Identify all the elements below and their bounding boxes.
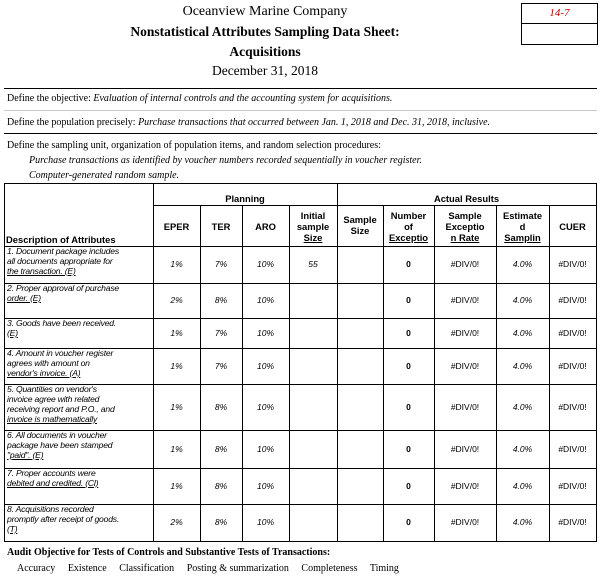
attribute-description (7, 318, 153, 347)
sample-exception-rate-header: Sample Exceptio n Rate (445, 210, 485, 243)
audit-objectives-list (17, 563, 399, 574)
attribute-description-line: "paid". (E) (7, 450, 44, 460)
attribute-description (7, 246, 153, 282)
cell-rate: #DIV/0! (450, 517, 480, 527)
objective-completeness: Completeness (301, 563, 358, 574)
cell-cuer: #DIV/0! (558, 402, 587, 412)
attribute-description-line: (E) (7, 328, 18, 338)
number-exceptions-header: Number of Exceptio (388, 210, 429, 243)
objective-timing: Timing (369, 563, 399, 574)
sheet-date: December 31, 2018 (211, 63, 319, 78)
attribute-description-line: 8. Acquisitions recorded (7, 504, 94, 514)
cell-aro: 10% (256, 481, 274, 491)
cell-ter: 7% (214, 259, 228, 269)
attribute-description-line: 1. Document package includes (7, 246, 119, 256)
cell-cuer: #DIV/0! (558, 259, 587, 269)
planning-header: Planning (225, 193, 265, 204)
objective-posting: Posting & summarization (186, 563, 289, 574)
cell-ter: 8% (214, 517, 228, 527)
attribute-description-line: 3. Goods have been received. (7, 318, 117, 328)
cell-rate: #DIV/0! (450, 444, 480, 454)
attribute-description-line: invoice is mathematically (7, 414, 98, 424)
objective-value: Evaluation of internal controls and the accounting system for acquisitions. (93, 93, 393, 104)
cell-exceptions: 0 (406, 481, 411, 491)
attribute-description-line: 4. Amount in voucher register (7, 348, 114, 358)
audit-objective-title: Audit Objective for Tests of Controls and Substantive Tests of Transactions: (7, 547, 331, 558)
sampling-line-1: Purchase transactions as identified by voucher numbers recorded sequentially in voucher register. (29, 155, 422, 166)
estimated-sampling-header: Estimate d Samplin (502, 210, 543, 243)
cell-eper: 2% (170, 295, 183, 305)
cell-rate: #DIV/0! (450, 481, 480, 491)
objective-existence: Existence (67, 563, 107, 574)
cell-rate: #DIV/0! (450, 328, 480, 338)
population-label: Define the population precisely: (7, 117, 136, 128)
attribute-description-line: order. (E) (7, 293, 41, 303)
attribute-description-line: 7. Proper accounts were (7, 468, 96, 478)
sampling-label: Define the sampling unit, organization of population items, and random selection procedures: (7, 140, 381, 151)
cell-exceptions: 0 (406, 517, 411, 527)
cell-exceptions: 0 (406, 328, 411, 338)
attribute-description-line: 6. All documents in voucher (7, 430, 107, 440)
attribute-description-line: the transaction. (E) (7, 266, 76, 276)
attribute-description-line: vendor's invoice. (A) (7, 368, 81, 378)
attribute-description-line: promptly after receipt of goods. (7, 514, 120, 524)
cell-eper: 1% (170, 402, 183, 412)
cell-eper: 2% (170, 517, 183, 527)
population-line (7, 117, 490, 128)
cell-cuer: #DIV/0! (558, 444, 587, 454)
cell-estimate: 4.0% (512, 517, 533, 527)
cell-aro: 10% (256, 295, 274, 305)
attribute-description (7, 348, 153, 383)
cell-aro: 10% (256, 444, 274, 454)
sheet-title: Nonstatistical Attributes Sampling Data Sheet: (130, 24, 400, 39)
cell-rate: #DIV/0! (450, 295, 480, 305)
objective-classification: Classification (119, 563, 175, 574)
cell-estimate: 4.0% (512, 402, 533, 412)
reference-box (521, 3, 598, 45)
objective-accuracy: Accuracy (17, 563, 56, 574)
cell-eper: 1% (170, 328, 183, 338)
cell-cuer: #DIV/0! (558, 361, 587, 371)
initial-sample-size-header: Initial sample Size (296, 210, 330, 243)
cell-ter: 7% (214, 361, 228, 371)
cuer-header: CUER (559, 221, 586, 232)
attribute-description-line: 5. Quantities on vendor's (7, 384, 97, 394)
attribute-description (7, 504, 153, 540)
cell-cuer: #DIV/0! (558, 517, 587, 527)
cell-ter: 8% (214, 444, 228, 454)
cell-estimate: 4.0% (512, 481, 533, 491)
cell-exceptions: 0 (406, 444, 411, 454)
attribute-description (7, 384, 153, 429)
cell-aro: 10% (256, 361, 274, 371)
attribute-description-line: agrees with amount on (7, 358, 90, 368)
attribute-description-line: package have been stamped (7, 440, 113, 450)
cell-initial: 55 (308, 259, 318, 269)
attribute-description-line: invoice agree with related (7, 394, 100, 404)
attribute-description-line: debited and credited. (Cl) (7, 478, 99, 488)
ter-header: TER (211, 221, 231, 232)
company-name: Oceanview Marine Company (182, 4, 348, 19)
cell-rate: #DIV/0! (450, 361, 480, 371)
attribute-description (7, 430, 153, 467)
actual-results-header: Actual Results (433, 193, 500, 204)
cell-rate: #DIV/0! (450, 259, 480, 269)
sample-size-header: Sample Size (343, 214, 377, 236)
aro-header: ARO (255, 221, 276, 232)
cell-eper: 1% (170, 259, 183, 269)
cell-eper: 1% (170, 444, 183, 454)
cell-aro: 10% (256, 259, 274, 269)
reference-number: 14-7 (522, 4, 597, 24)
sheet-subtitle: Acquisitions (229, 44, 301, 59)
attribute-description (7, 468, 153, 503)
cell-eper: 1% (170, 361, 183, 371)
cell-estimate: 4.0% (512, 444, 533, 454)
attribute-description-line: (T) (7, 524, 18, 534)
cell-exceptions: 0 (406, 361, 411, 371)
cell-eper: 1% (170, 481, 183, 491)
attribute-description-line: all documents appropriate for (7, 256, 113, 266)
cell-estimate: 4.0% (512, 259, 533, 269)
cell-estimate: 4.0% (512, 295, 533, 305)
objective-label: Define the objective: (7, 93, 91, 104)
cell-cuer: #DIV/0! (558, 328, 587, 338)
cell-aro: 10% (256, 328, 274, 338)
cell-cuer: #DIV/0! (558, 481, 587, 491)
cell-aro: 10% (256, 402, 274, 412)
cell-ter: 8% (214, 481, 228, 491)
cell-ter: 7% (214, 328, 228, 338)
cell-exceptions: 0 (406, 295, 411, 305)
description-header: Description of Attributes (6, 234, 116, 245)
eper-header: EPER (163, 221, 190, 232)
attribute-description (7, 283, 153, 317)
cell-estimate: 4.0% (512, 328, 533, 338)
cell-rate: #DIV/0! (450, 402, 480, 412)
cell-cuer: #DIV/0! (558, 295, 587, 305)
population-value: Purchase transactions that occurred between Jan. 1, 2018 and Dec. 31, 2018, inclusive. (138, 117, 491, 128)
cell-aro: 10% (256, 517, 274, 527)
cell-estimate: 4.0% (512, 361, 533, 371)
sampling-line-2: Computer-generated random sample. (29, 170, 180, 181)
cell-ter: 8% (214, 402, 228, 412)
attribute-description-line: receiving report and P.O., and (7, 404, 115, 414)
objective-line (7, 93, 392, 104)
cell-ter: 8% (214, 295, 228, 305)
cell-exceptions: 0 (406, 259, 411, 269)
attribute-description-line: 2. Proper approval of purchase (7, 283, 119, 293)
cell-exceptions: 0 (406, 402, 411, 412)
